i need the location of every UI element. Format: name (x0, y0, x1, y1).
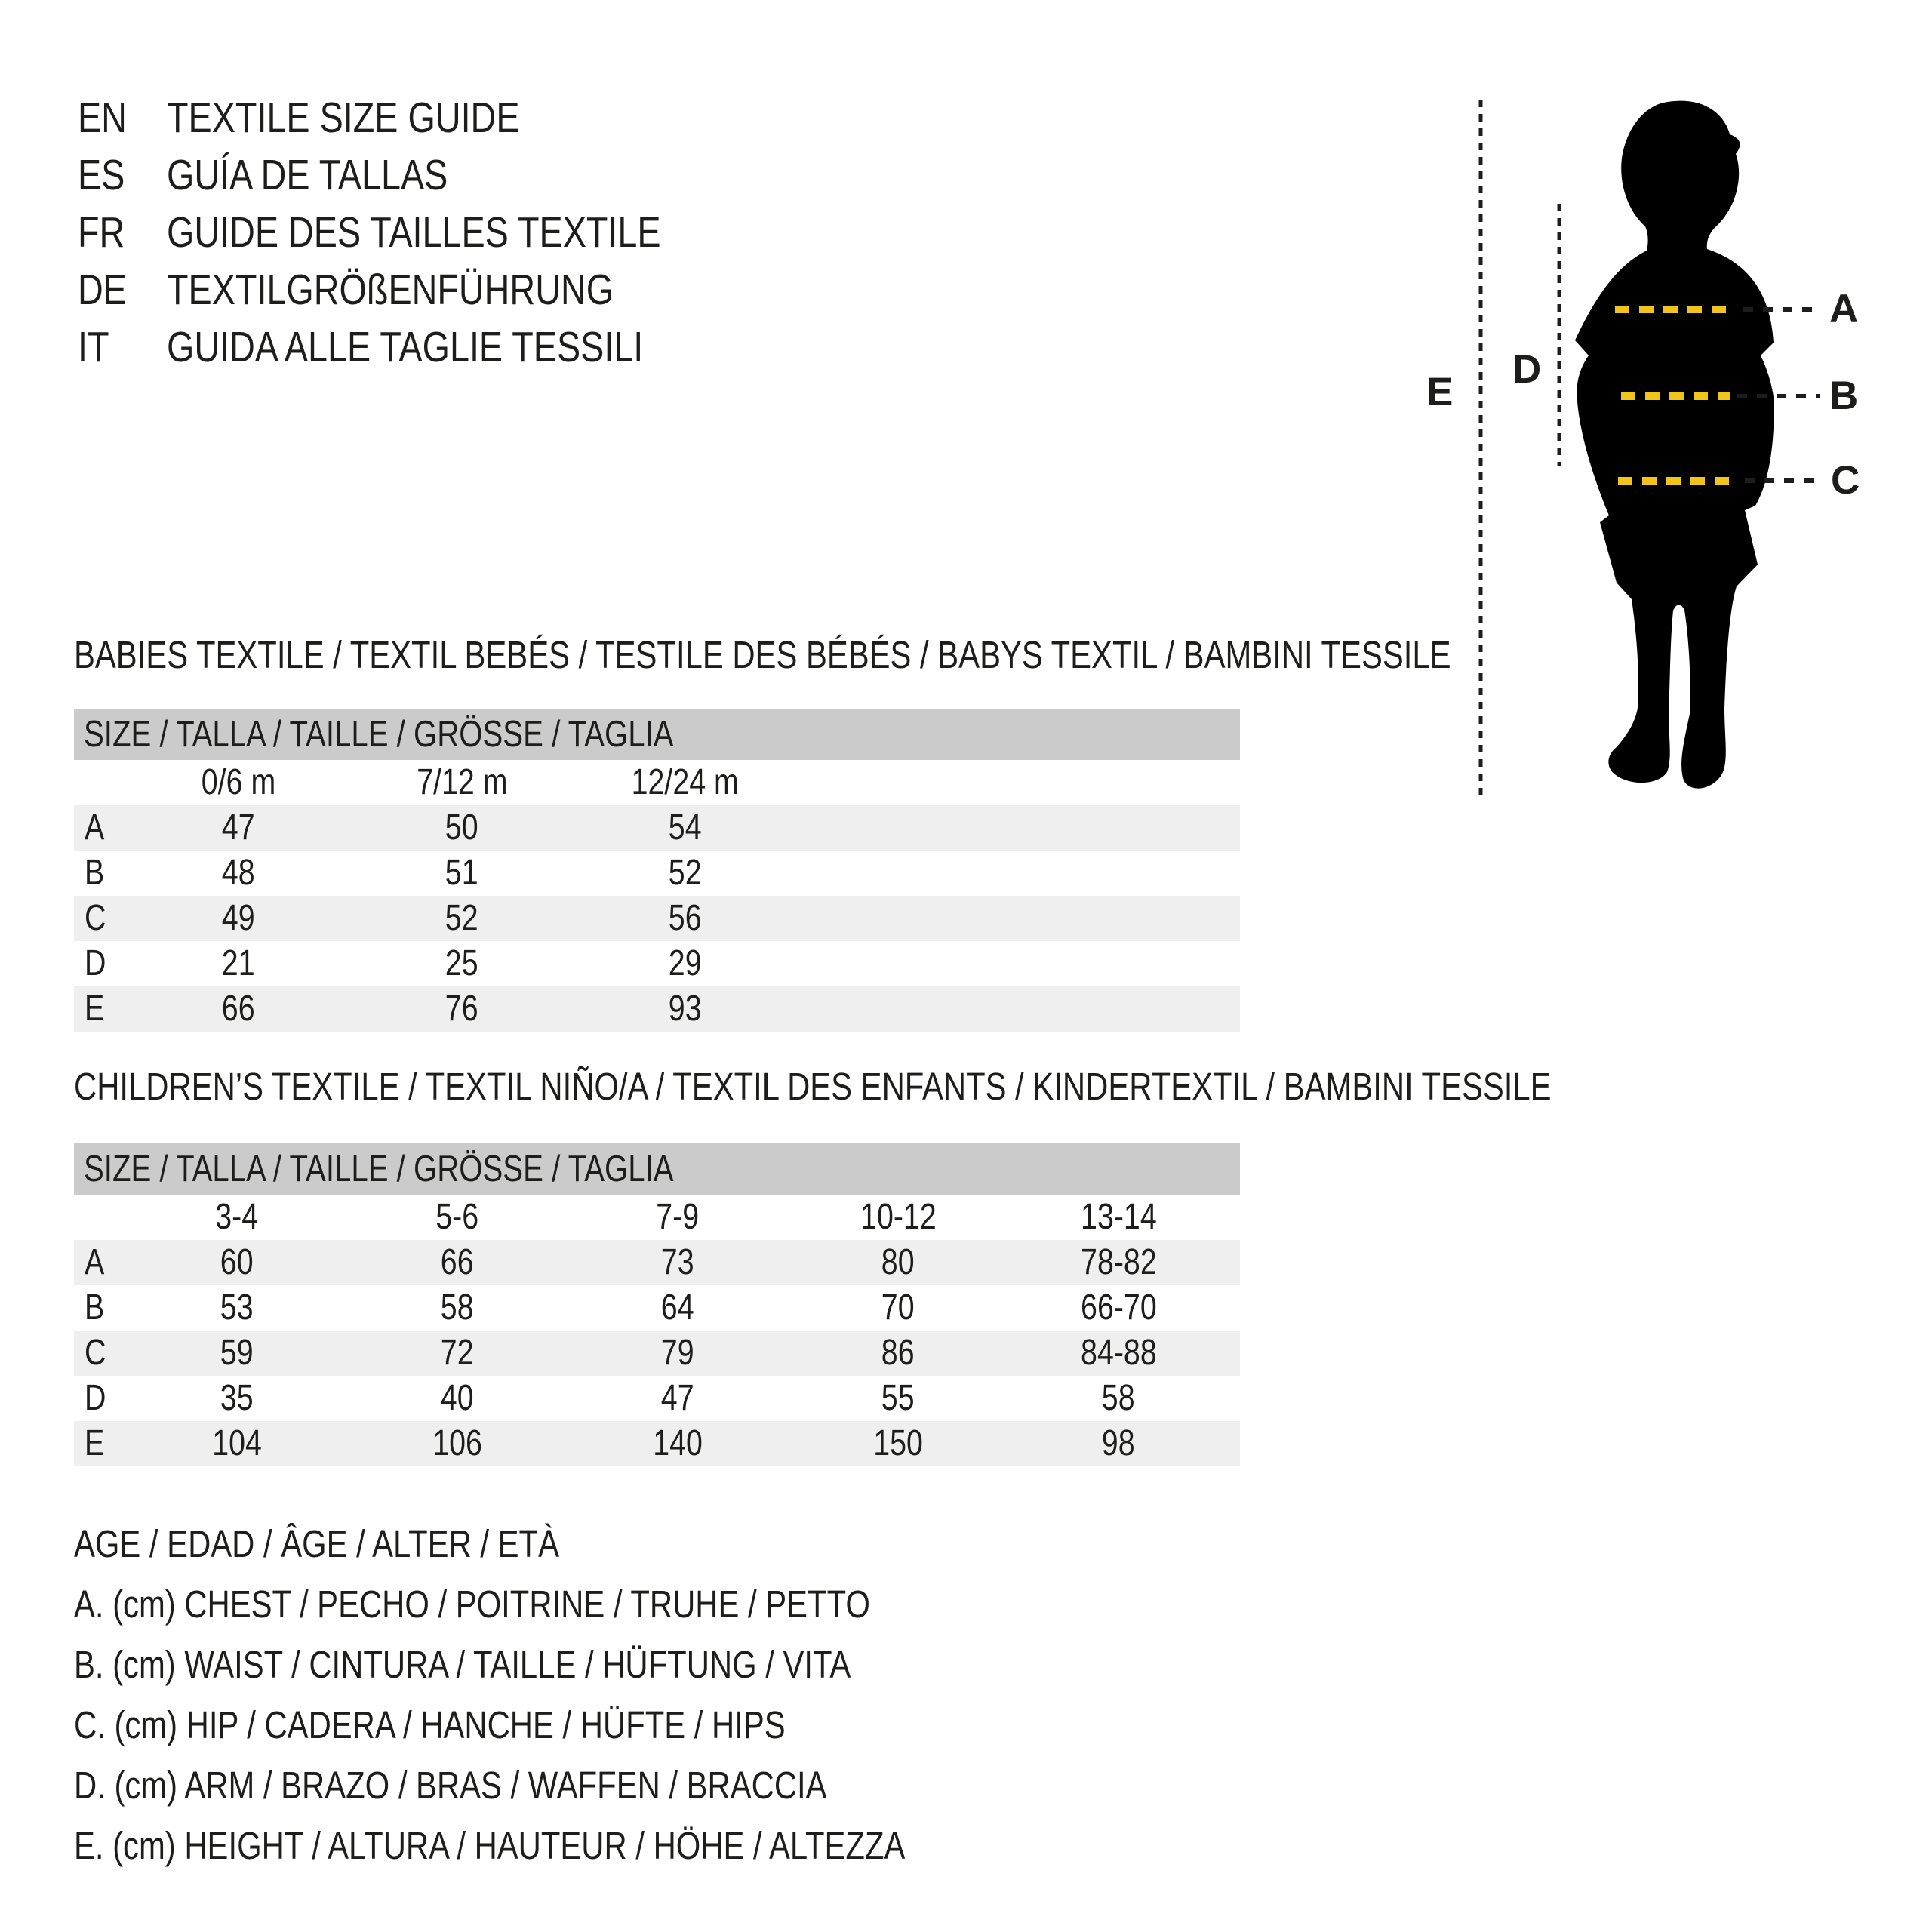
language-row (78, 146, 769, 204)
babies-section-title (74, 632, 1753, 677)
legend-line-chest: A. (cm) CHEST / PECHO / POITRINE / TRUHE / PETTO (74, 1583, 870, 1626)
guide-title: GUIDE DES TAILLES TEXTILE (167, 208, 661, 257)
table-row (74, 1240, 1240, 1285)
table-cell: 52 (669, 853, 702, 893)
corner-cell (74, 760, 127, 805)
children-size-table (74, 1143, 1240, 1466)
table-row (74, 1421, 1240, 1466)
table-row (74, 851, 1240, 896)
table-row (74, 1285, 1240, 1331)
row-label: B (85, 853, 105, 893)
column-header: 5-6 (435, 1197, 479, 1237)
table-cell: 48 (222, 853, 255, 893)
table-cell: 79 (661, 1333, 694, 1373)
table-cell: 60 (220, 1242, 254, 1282)
table-row (74, 986, 1240, 1032)
table-cell: 49 (222, 898, 255, 938)
legend-line-height: E. (cm) HEIGHT / ALTURA / HAUTEUR / HÖHE / ALTEZZA (74, 1824, 906, 1867)
row-label: B (85, 1287, 105, 1327)
language-row (78, 89, 769, 146)
children-section-title (74, 1064, 1875, 1109)
row-label: C (85, 898, 106, 938)
measurement-diagram (1419, 60, 1932, 830)
language-row (78, 204, 769, 261)
table-cell: 73 (661, 1242, 694, 1282)
language-code: DE (78, 266, 127, 314)
table-row (74, 1331, 1240, 1376)
column-header: 10-12 (860, 1197, 937, 1237)
guide-title: GUÍA DE TALLAS (167, 151, 448, 199)
language-title-block (78, 89, 769, 376)
table-cell: 54 (669, 808, 702, 848)
legend-line-waist: B. (cm) WAIST / CINTURA / TAILLE / HÜFTUNG / VITA (74, 1643, 851, 1686)
children-section-title-text: CHILDREN’S TEXTILE / TEXTIL NIÑO/A / TEXTIL DES ENFANTS / KINDERTEXTIL / BAMBINI TESSILE (74, 1065, 1552, 1108)
babies-section-title-text: BABIES TEXTILE / TEXTIL BEBÉS / TESTILE DES BÉBÉS / BABYS TEXTIL / BAMBINI TESSILE (74, 633, 1451, 676)
language-row (78, 261, 769, 318)
table-cell: 47 (222, 808, 255, 848)
child-silhouette (1575, 101, 1774, 789)
language-code: EN (78, 94, 127, 142)
column-header: 7-9 (656, 1197, 700, 1237)
column-header: 0/6 m (201, 762, 276, 802)
corner-cell (74, 1195, 127, 1240)
column-header-row (74, 760, 1240, 805)
measurement-legend (74, 1514, 1088, 1876)
table-cell: 140 (653, 1423, 703, 1463)
table-cell: 66 (441, 1242, 474, 1282)
babies-size-table (74, 709, 1240, 1032)
table-cell: 66 (222, 989, 255, 1029)
table-cell: 21 (222, 943, 255, 983)
table-row (74, 896, 1240, 941)
column-header: 12/24 m (631, 762, 740, 802)
legend-line-arm: D. (cm) ARM / BRAZO / BRAS / WAFFEN / BRACCIA (74, 1764, 827, 1807)
size-header-bar (74, 709, 1240, 760)
size-header-bar (74, 1143, 1240, 1195)
legend-line-age: AGE / EDAD / ÂGE / ALTER / ETÀ (74, 1522, 559, 1565)
table-cell: 70 (881, 1287, 915, 1327)
hip-c-label: C (1831, 458, 1860, 503)
table-row (74, 805, 1240, 851)
arm-d-label: D (1512, 347, 1542, 392)
height-e-label: E (1426, 370, 1454, 414)
table-cell: 80 (881, 1242, 915, 1282)
table-cell: 50 (445, 808, 478, 848)
table-cell: 150 (873, 1423, 923, 1463)
table-cell: 35 (220, 1378, 254, 1418)
row-label: C (85, 1333, 106, 1373)
table-cell: 53 (220, 1287, 254, 1327)
table-cell: 98 (1102, 1423, 1135, 1463)
table-cell: 58 (441, 1287, 474, 1327)
table-cell: 59 (220, 1333, 254, 1373)
column-header: 13-14 (1080, 1197, 1157, 1237)
table-cell: 93 (669, 989, 702, 1029)
row-label: D (85, 1378, 106, 1418)
table-cell: 29 (669, 943, 702, 983)
table-cell: 104 (212, 1423, 262, 1463)
table-cell: 47 (661, 1378, 694, 1418)
table-cell: 55 (881, 1378, 915, 1418)
guide-title: TEXTILGRÖßENFÜHRUNG (167, 266, 614, 314)
language-code: ES (78, 151, 125, 199)
row-label: A (85, 808, 105, 848)
table-cell: 72 (441, 1333, 474, 1373)
row-label: A (85, 1242, 105, 1282)
table-cell: 66-70 (1080, 1287, 1157, 1327)
table-cell: 56 (669, 898, 702, 938)
table-cell: 58 (1102, 1378, 1135, 1418)
column-header-row (74, 1195, 1240, 1240)
table-cell: 52 (445, 898, 478, 938)
table-cell: 106 (432, 1423, 482, 1463)
language-row (78, 318, 769, 376)
table-cell: 84-88 (1080, 1333, 1157, 1373)
table-cell: 86 (881, 1333, 915, 1373)
guide-title: GUIDA ALLE TAGLIE TESSILI (167, 323, 644, 371)
row-label: E (85, 989, 105, 1029)
table-cell: 40 (441, 1378, 474, 1418)
table-row (74, 941, 1240, 986)
table-cell: 25 (445, 943, 478, 983)
row-label: D (85, 943, 106, 983)
waist-b-label: B (1829, 374, 1859, 418)
chest-a-label: A (1829, 287, 1859, 331)
table-cell: 78-82 (1080, 1242, 1157, 1282)
column-header: 3-4 (215, 1197, 259, 1237)
row-label: E (85, 1423, 105, 1463)
table-cell: 64 (661, 1287, 694, 1327)
table-cell: 76 (445, 989, 478, 1029)
size-header-text: SIZE / TALLA / TAILLE / GRÖSSE / TAGLIA (84, 714, 674, 755)
legend-line-hip: C. (cm) HIP / CADERA / HANCHE / HÜFTE / HIPS (74, 1703, 786, 1746)
table-cell: 51 (445, 853, 478, 893)
language-code: IT (78, 323, 109, 371)
size-header-text: SIZE / TALLA / TAILLE / GRÖSSE / TAGLIA (84, 1149, 674, 1189)
table-row (74, 1376, 1240, 1421)
guide-title: TEXTILE SIZE GUIDE (167, 94, 520, 142)
language-code: FR (78, 208, 125, 257)
column-header: 7/12 m (416, 762, 508, 802)
